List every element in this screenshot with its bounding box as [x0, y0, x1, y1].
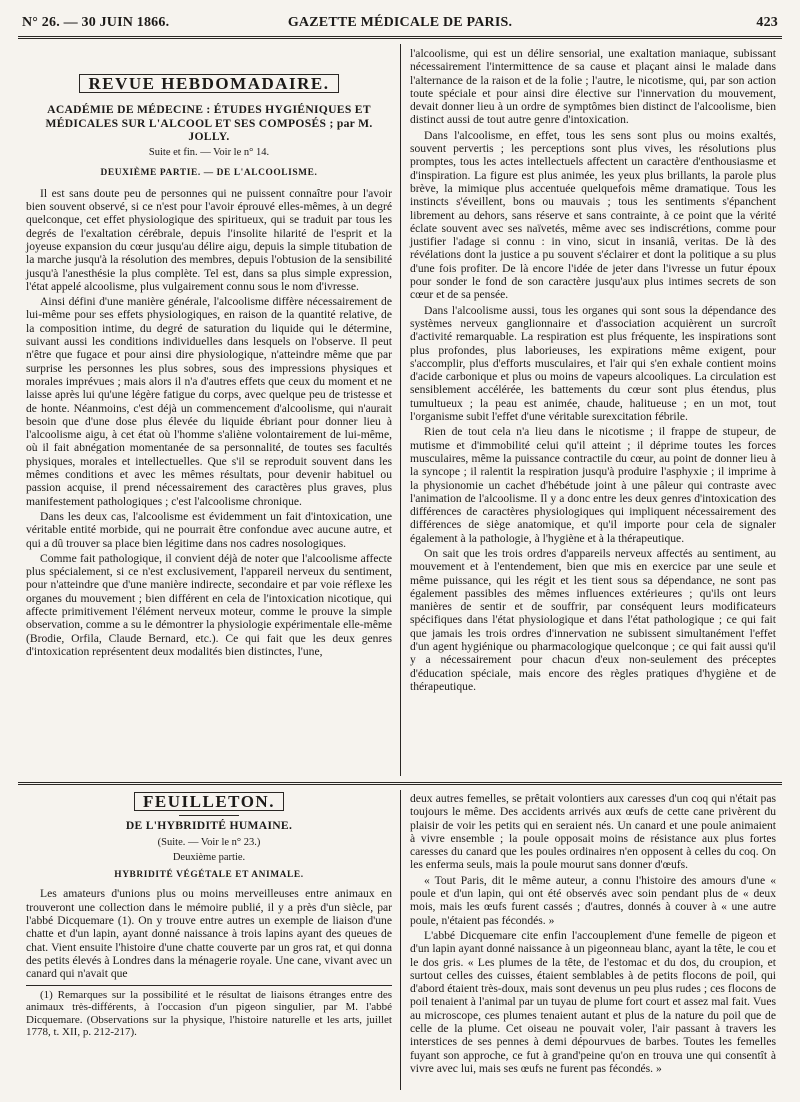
- feuilleton-quote: « Tout Paris, dit le même auteur, a connu l'histoire des amours d'une « poule et d'un lapin, qui ont été observés avec soin pendant plus de « deux mois, mais les œufs furent cassés ; d'autres, donnés à couver à « une autre poule, n'étaient pas fécondés. »: [410, 873, 776, 927]
- revue-paragraph: Dans l'alcoolisme, en effet, tous les sens sont plus ou moins exaltés, souvent pervertis ; les perceptions sont plus vives, les résolutions plus promptes, tous les actes intellectuels affectent un caractère d'enthousiasme et d'inspiration. La figure est plus animée, les yeux plus brillants, la parole plus brève, la mimique plus accentuée quelquefois même dramatique. Tous les instincts s'éveillent, bons ou mauvais ; tous les sentiments s'épanchent librement au dehors, sans réserve et sans contrainte, à ce point que la vérité éclate souvent avec ses naïvetés, même avec ses indiscrétions, comme pour justifier l'adage si connu : in vino, sicut in insaniâ, veritas. De là des révélations dont la justice a pu souvent s'éclairer et dont la politique a su plus d'une fois profiter. De là encore l'idée de jeter dans l'ivresse un futur époux pour sonder le fond de son caractère jusqu'aux plus intimes secrets de son cœur et de sa pensée.: [410, 128, 776, 302]
- feuilleton-subsection: HYBRIDITÉ VÉGÉTALE ET ANIMALE.: [114, 870, 304, 881]
- column-divider-top: [400, 44, 401, 776]
- page-header: [14, 12, 786, 34]
- feuilleton-paragraph: Les amateurs d'unions plus ou moins merveilleuses entre animaux en trouveront une collection dans le mémoire publié, il y a près d'un siècle, par l'abbé Dicquemare (1). On y trouve entre autres un exemple de liaison d'une chatte et d'un lapin, ayant donné naissance à trois lapins ayant des queues de chat. Vient ensuite l'histoire d'une chatte couverte par un gros rat, et qui donna des petits élevés à Londres dans la ménagerie royale. Une cane, vivant avec un canard qui n'avait que: [26, 887, 392, 981]
- footnote-rule: [26, 985, 392, 986]
- revue-paragraph: Il est sans doute peu de personnes qui ne puissent connaître pour l'avoir bien souvent observé, si ce n'est pour l'avoir éprouvé elles-mêmes, à un degré quelconque, cet effet physiologique des spiritueux, qui se traduit par tous les degrés de l'exaltation cérébrale, depuis l'insolite hilarité de l'esprit et la joyeuse expansion du cœur jusqu'au délire aigu, depuis la simple titubation de la marche jusqu'à la résolution des membres, depuis l'obtusion de la sensibilité jusqu'à l'anesthésie la plus complète. Tel est, dans sa plus simple expression, l'état appelé alcoolisme, plus vulgairement connu sous le nom d'ivresse.: [26, 186, 392, 293]
- revue-continuation: Suite et fin. — Voir le n° 14.: [148, 147, 270, 159]
- revue-paragraph: Dans l'alcoolisme aussi, tous les organes qui sont sous la dépendance des systèmes nerveux ganglionnaire et d'association acquièrent un surcroît d'activité remarquable. La respiration est plus fréquente, les inspirations sont plus profondes, plus laborieuses, les expirations même exigent, pour s'accomplir, plus d'efforts musculaires, et l'air qui s'en exhale contient moins d'acide carbonique et plus ou moins de vapeurs alcooliques. La circulation est sensiblement accélérée, les battements du cœur sont plus étendus, plus tumultueux ; la peau est animée, chaude, halitueuse ; en un mot, tout l'organisme subit l'effet d'une véritable surexcitation fébrile.: [410, 303, 776, 424]
- header-rule: [18, 36, 782, 39]
- page-number: 423: [756, 15, 778, 30]
- issue-date: N° 26. — 30 JUIN 1866.: [22, 15, 170, 30]
- feuilleton-rule: [18, 782, 782, 785]
- feuilleton-article-title: DE L'HYBRIDITÉ HUMAINE.: [125, 819, 293, 833]
- revue-paragraph: Rien de tout cela n'a lieu dans le nicotisme ; il frappe de stupeur, de mutisme et d'immobilité celui qu'il atteint ; il déprime toutes les forces musculaires, même la puissance contractile du cœur, au point de donner lieu à la syncope ; il ralentit la respiration jusqu'à produire l'asphyxie ; il imprime à la physionomie un cachet d'hébétude joint à une pâleur qui contraste avec l'animation de l'alcoolisme. Il y a donc entre les deux genres d'intoxication des différences de caractères physiologiques qui impliquent nécessairement des différences de siège anatomique, et qu'il importe pour cela de signaler également à la pathologie, à l'hygiène et à la thérapeutique.: [410, 425, 776, 545]
- revue-paragraph: Dans les deux cas, l'alcoolisme est évidemment un fait d'intoxication, une véritable entité morbide, qui ne pourrait être confondue avec aucune autre, et qui a dû trouver sa place bien légitime dans nos cadres nosologiques.: [26, 509, 392, 550]
- feuilleton-right-column: [410, 792, 776, 1077]
- feuilleton-left-column: [26, 792, 392, 1039]
- revue-section-title: REVUE HEBDOMADAIRE.: [79, 74, 338, 93]
- revue-article-title: ACADÉMIE DE MÉDECINE : ÉTUDES HYGIÉNIQUES ET MÉDICALES SUR L'ALCOOL ET SES COMPOSÉS ; par M. JOLLY.: [45, 103, 373, 143]
- footnote: [26, 989, 392, 1039]
- feuilleton-section-title: FEUILLETON.: [134, 792, 284, 811]
- revue-part-heading: DEUXIÈME PARTIE. — DE L'ALCOOLISME.: [100, 168, 318, 179]
- journal-title: GAZETTE MÉDICALE DE PARIS.: [287, 15, 513, 30]
- revue-paragraph: Comme fait pathologique, il convient déjà de noter que l'alcoolisme affecte plus spécialement, si ce n'est exclusivement, l'appareil nerveux du sentiment, pour n'atteindre que d'une manière indirecte, secondaire et par voie réflexe les organes du mouvement ; bien différent en cela de l'intoxication nicotique, qui affecte primitivement l'élément nerveux moteur, comme le prouve la simple observation, comme a su le démontrer la physiologie expérimentale elle-même (Brodie, Orfila, Claude Bernard, etc.). Ce qui fait que les deux genres d'intoxication représentent deux modalités bien distinctes, l'une,: [26, 551, 392, 658]
- revue-paragraph: Ainsi défini d'une manière générale, l'alcoolisme diffère nécessairement de lui-même pour ses effets physiologiques, en raison de la quantité relative, de la composition intime, du degré de saturation du liquide qui le détermine, suivant aussi les conditions individuelles dans lesquels on l'observe. Il peut n'être que fugace et pour ainsi dire physiologique, n'atteindre même que par surprise les personnes les plus sobres, sous des impressions physiques et morales imprévues ; mais alors il n'a d'autres effets que ceux du moment et ne laisse après lui qu'une légère fatigue du corps, avec quelque peu de tristesse et de honte. Néanmoins, c'est déjà un commencement d'alcoolisme, qui n'aurait besoin que d'une dose plus élevée du liquide ébriant pour donner lieu à l'alcoolisme aigu, à cet état où l'homme s'aliène volontairement de lui-même, où il fait abnégation momentanée de sa personnalité, de toutes ses facultés physiques, morales et intellectuelles. Que s'il se reproduit souvent dans les mêmes conditions et avec les mêmes résultats, pour devenir habituel ou passion acquise, il prend nécessairement des caractères plus graves, plus manifestement pathologiques ; c'est l'alcoolisme chronique.: [26, 295, 392, 508]
- ornament-rule: [179, 815, 239, 816]
- feuilleton-paragraph: deux autres femelles, se prêtait volontiers aux caresses d'un coq qui n'était pas toujours le même. Des accidents arrivés aux œufs de cette cane privèrent du plaisir de voir les petits qui en seraient nés. Un canard et une poule animaient à vivre ensemble ; la poule opposait moins de résistance aux plus fortes caresses du canard que les poules ordinaires n'en opposent à celles du coq. On les enferma seuls, mais la poule mourut sans donner d'œufs.: [410, 792, 776, 872]
- revue-paragraph: l'alcoolisme, qui est un délire sensorial, une exaltation maniaque, subissant nécessairement l'intermittence de sa cause et plaçant ainsi le malade dans l'alternance de la raison et de la folie ; l'autre, le nicotisme, qui, par son action toute spéciale et pour ainsi dire élective sur l'innervation du mouvement, devait donner lieu à un ordre de symptômes bien distinct de l'alcoolisme, bien distinct aussi de tout autre genre d'intoxication.: [410, 47, 776, 127]
- revue-paragraph: On sait que les trois ordres d'appareils nerveux affectés au sentiment, au mouvement et à l'entendement, bien que mis en exercice par une seule et même puissance, qui les régit et les tient sous sa dépendance, ne sont pas également passibles des mêmes influences extérieures ; qu'ils ont leurs manières de sentir et de souffrir, par conséquent leurs modificateurs spécifiques dans l'état physiologique et dans l'état pathologique ; ce qui fait que jamais les trois ordres d'innervation ne subissent simultanément l'effet d'un agent hygiénique ou pharmacologique quelconque ; ce qui fait aussi qu'il y a nécessairement pour chacun d'eux non-seulement des préceptes d'éducation spéciale, mais encore des règles pratiques d'hygiène et de thérapeutique.: [410, 546, 776, 693]
- feuilleton-part: Deuxième partie.: [172, 851, 246, 863]
- feuilleton-continuation: (Suite. — Voir le n° 23.): [157, 836, 261, 848]
- revue-right-column: [410, 47, 776, 695]
- revue-left-column: [26, 74, 392, 660]
- column-divider-bottom: [400, 790, 401, 1090]
- feuilleton-paragraph: L'abbé Dicquemare cite enfin l'accouplement d'une femelle de pigeon et d'un lapin ayant donné naissance à un pigeonneau blanc, ayant la tête, le cou et le dos gris. « Les plumes de la tête, de l'estomac et du dos, du croupion, et surtout celles des cuisses, étaient semblables à de petits flocons de poil, qui d'abord étaient très-doux, mais sont devenus un peu plus rudes ; ces flocons de poil tenaient à l'animal par un tuyau de plume fort court et assez mal fait. Vues au microscope, ces plumes tenaient autant et plus de la nature du poil que de celle de la plume. Cet oiseau ne pouvait voler, l'air passant à travers les interstices de ses pennes à demi dépourvues de barbes. Toutes les femelles fuyant son approche, ce fut à grand'peine qu'on en trouva une qui consentît à vivre avec lui, mais ses œufs ne furent pas fécondés. »: [410, 928, 776, 1075]
- footnote-text: (1) Remarques sur la possibilité et le résultat de liaisons étranges entre des animaux très-différents, à l'occasion d'un pigeon singulier, par M. l'abbé Dicquemare. (Observations sur la physique, l'histoire naturelle et les arts, juillet 1778, t. XII, p. 212-217).: [26, 988, 392, 1039]
